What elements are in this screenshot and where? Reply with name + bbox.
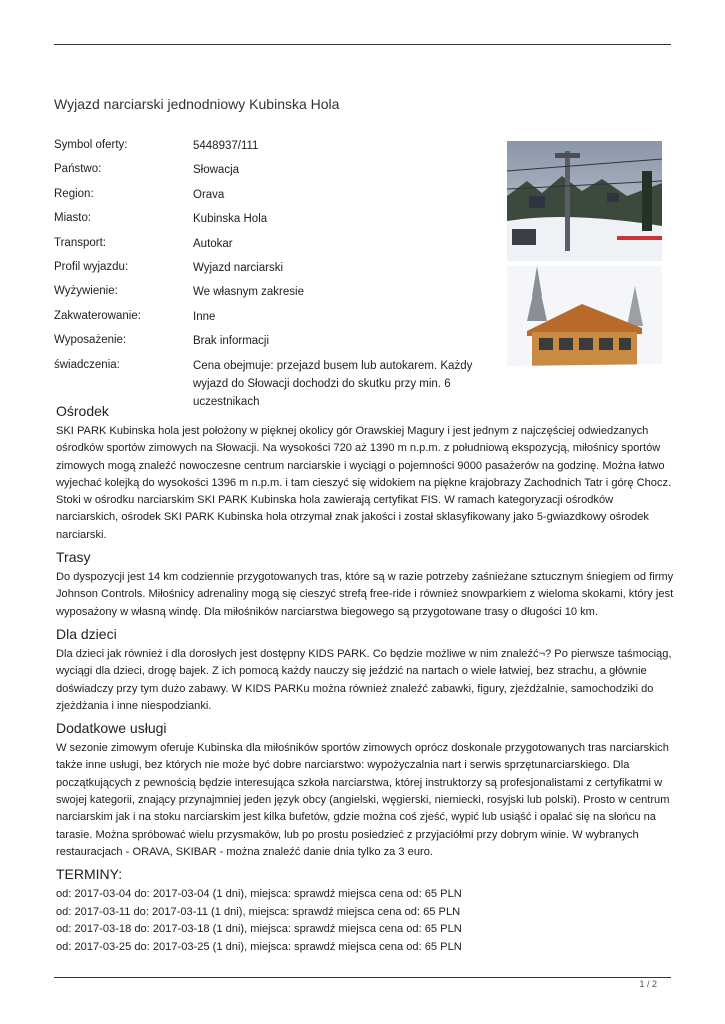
info-value: Wyjazd narciarski: [193, 261, 284, 274]
info-row: [54, 139, 504, 163]
info-value: Orava: [193, 188, 225, 201]
section-heading: Ośrodek: [56, 403, 109, 419]
top-divider: [54, 44, 671, 45]
section-text: Dla dzieci jak również i dla dorosłych jest dostępny KIDS PARK. Co będzie możliwe w nim znaleźć¬? Po pierwsze taśmociąg, wyciągi dla dzieci, drogę bajek. Z ich pomocą każdy nauczy się jeździć na nartach o wiele łatwiej, bez strachu, a głównie doświadczy przy tym dużo zabawy. W KIDS PARKu można również znaleźć zabawki, figury, zjeżdżalnie, samochodziki do zjeżdżania i inne niespodzianki.: [56, 647, 672, 712]
info-row: [54, 163, 504, 187]
info-label: Wyżywienie:: [54, 285, 118, 298]
ski-lift-photo: [507, 141, 662, 261]
page-title: Wyjazd narciarski jednodniowy Kubinska Hola: [54, 96, 340, 112]
bottom-divider: [54, 977, 671, 978]
section-heading: Dodatkowe usługi: [56, 720, 167, 737]
info-row: [54, 261, 504, 285]
info-label: Państwo:: [54, 163, 102, 176]
terms-heading: TERMINY:: [56, 866, 123, 883]
offer-info-table: [54, 139, 504, 408]
info-label: Transport:: [54, 236, 106, 249]
info-label: Region:: [54, 187, 94, 200]
info-row: [54, 212, 504, 236]
term-item: od: 2017-03-18 do: 2017-03-18 (1 dni), miejsca: sprawdź miejsca cena od: 65 PLN: [56, 923, 462, 936]
info-value: We własnym zakresie: [193, 286, 304, 299]
wooden-chalet-photo: [507, 266, 662, 386]
section-text: W sezonie zimowym oferuje Kubinska dla miłośników sportów zimowych oprócz doskonale przygotowanych tras narciarskich także inne usługi, bez których nie może być dobre narciarstwo: wypożyczalnia nart i serwis sprzętunarciarskiego. Dla początkujących z pewnością będzie interesująca szkoła narciarstwa, której instruktorzy są profesjonalistami z certyfikatmi w swojej kategorii, znający przynajmniej jeden język obcy (angielski, węgierski, niemiecki, rosyjski lub polski). Prosto w centrum narciarskim jak i na stoku narciarskim jest kilka bufetów, gdzie można coś zjeść, wypić lub usiąść i opalać się na słońcu na tarasie. Można spróbować wielu przysmaków, lub po prostu posiedzieć z przyjaciółmi przy dobrym winie. W wybranych restauracjach - ORAVA, SKIBAR - można znaleźć danie dnia tylko za 3 euro.: [56, 742, 670, 858]
term-item: od: 2017-03-04 do: 2017-03-04 (1 dni), miejsca: sprawdź miejsca cena od: 65 PLN: [56, 888, 462, 901]
info-value: Słowacja: [193, 164, 240, 177]
term-item: od: 2017-03-25 do: 2017-03-25 (1 dni), miejsca: sprawdź miejsca cena od: 65 PLN: [56, 941, 462, 954]
info-value: Cena obejmuje: przejazd busem lub autokarem. Każdy wyjazd do Słowacji dochodzi do skutku przy min. 6 uczestnikach: [193, 359, 473, 408]
info-value: Autokar: [193, 237, 233, 250]
info-row: [54, 188, 504, 212]
info-row: [54, 358, 504, 408]
info-row: [54, 310, 504, 334]
info-row: [54, 285, 504, 309]
info-row: [54, 334, 504, 358]
info-label: Miasto:: [54, 212, 92, 225]
info-value: Inne: [193, 310, 216, 323]
info-label: Zakwaterowanie:: [54, 309, 141, 322]
section-text: SKI PARK Kubinska hola jest położony w pięknej okolicy gór Orawskiej Magury i jest jednym z najczęściej odwiedzanych ośrodków sportów zimowych na Słowacji. Na wysokości 720 aż 1390 m n.p.m. z południową ekspozycją, miłośnicy sportów zimowych mogą znaleźć nowoczesne centrum narciarskie i wyciągi o pojemności 9000 pasażerów na godzinę. Można łatwo wyjechać kolejką do wysokości 1396 m n.p.m. i tam cieszyć się widokiem na piękne krajobrazy Zachodnich Tatr i górę Chocz. Stoki w ośrodku narciarskim SKI PARK Kubinska hola zawierają certyfikat FIS. W ramach kategoryzacji ośrodków narciarskich, ośrodek SKI PARK Kubinska hola otrzymał znak jakości i został sklasyfikowany jako 5-gwiazdkowy ośrodek narciarski.: [56, 425, 672, 541]
info-label: Symbol oferty:: [54, 139, 128, 151]
info-label: świadczenia:: [54, 358, 120, 371]
info-value: 5448937/111: [193, 140, 259, 152]
info-value: Kubinska Hola: [193, 213, 268, 226]
info-label: Wyposażenie:: [54, 334, 127, 347]
info-label: Profil wyjazdu:: [54, 260, 129, 273]
terms-list: [56, 886, 676, 956]
info-row: [54, 237, 504, 261]
term-item: od: 2017-03-11 do: 2017-03-11 (1 dni), miejsca: sprawdź miejsca cena od: 65 PLN: [56, 905, 461, 918]
page-number: 1 / 2: [639, 979, 657, 989]
section-text: Do dyspozycji jest 14 km codziennie przygotowanych tras, które są w razie potrzeby zaśnieżane sztucznym śniegiem od firmy Johnson Controls. Miłośnicy adrenaliny mogą się cieszyć strefą free-ride i również snowparkiem z wieloma skokami, który jest wyposażony w własną windę. Dla miłośników narciarstwa biegowego są przygotowane trasy o długości 10 km.: [56, 571, 674, 618]
section-heading: Trasy: [56, 549, 91, 566]
offer-description: [56, 401, 676, 957]
section-heading: Dla dzieci: [56, 625, 117, 642]
info-value: Brak informacji: [193, 335, 270, 348]
